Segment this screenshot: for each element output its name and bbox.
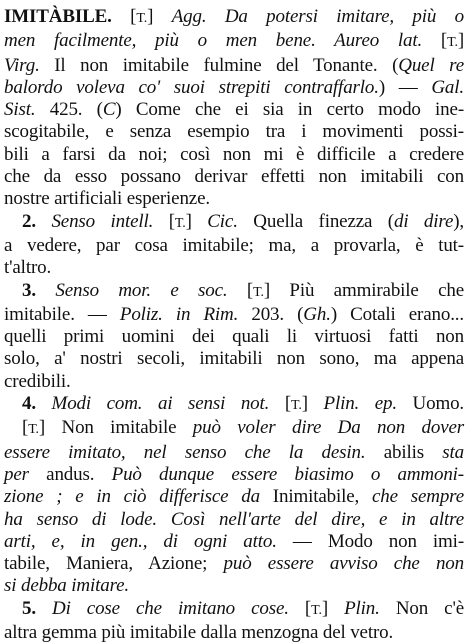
italic-text: Gal. (431, 76, 464, 98)
dictionary-entry (4, 6, 464, 644)
text-run: ] Non imitabile (38, 417, 193, 439)
italic-text: Modi com. ai sensi not. (51, 393, 270, 415)
italic-text: C (102, 99, 116, 121)
text-line (4, 622, 464, 644)
italic-text: Gh. (303, 303, 331, 325)
italic-text: Plin. ep. (323, 393, 397, 415)
text-line (4, 598, 464, 622)
entry-heading: 5. (22, 597, 36, 619)
italic-text: ha senso di lode. Così nell'arte del dire, e in altre (4, 508, 464, 530)
text-run: credibili. (4, 370, 71, 392)
tag-marker: T. (28, 422, 39, 438)
tag-marker: T. (447, 35, 458, 51)
text-line (4, 531, 464, 553)
text-run: ), (453, 210, 465, 232)
text-run: Uomo. (396, 393, 465, 415)
text-line (4, 166, 464, 188)
italic-text: Senso mor. e soc. (55, 279, 228, 301)
entry-heading: 3. (22, 279, 36, 301)
text-line (4, 235, 464, 257)
text-run: ] (457, 30, 465, 52)
tag-marker: T. (174, 215, 186, 231)
text-run: [ (22, 417, 29, 439)
italic-text: Sist. (4, 99, 36, 121)
text-run: [ (111, 6, 137, 27)
text-run: t'altro. (4, 257, 52, 279)
italic-text: Plin. (344, 597, 380, 619)
italic-text: Senso intell. (51, 210, 154, 232)
text-run: scogitabile, e senza esempio tra i movimenti possi- (4, 121, 464, 143)
text-line (4, 393, 464, 417)
italic-text: Virg. (4, 54, 40, 76)
italic-text: essere imitato, nel senso che la desin. (4, 441, 366, 463)
text-run: [ (153, 210, 175, 232)
text-line (4, 6, 464, 30)
text-run: ] (321, 597, 345, 619)
text-run: altra gemma più imitabile dalla menzogna del vetro. (4, 622, 394, 644)
text-run: andus. (28, 463, 112, 485)
text-run: ) Come che ei sia in certo modo ine- (115, 99, 464, 121)
text-run: imitabile. — (4, 303, 120, 325)
text-run: bili a farsi da noi; così non mi è difficile a credere (4, 143, 464, 165)
text-run: Il non imitabile fulmine del Tonante. ( (39, 54, 399, 76)
text-run (36, 393, 52, 414)
text-line (4, 144, 464, 166)
italic-text: men facilmente, più o men bene. Aureo lat. (4, 30, 423, 52)
text-run: [ (422, 30, 448, 52)
text-line (4, 121, 464, 143)
text-line (4, 257, 464, 279)
entry-heading: 2. (22, 210, 36, 232)
italic-text: si debba imitare. (4, 575, 129, 597)
italic-text: può essere avviso che non (223, 553, 464, 575)
text-line (4, 280, 464, 304)
text-run (36, 598, 52, 619)
text-run: a vedere, par cosa imitabile; ma, a provarla, è tut- (4, 234, 464, 256)
text-line (4, 442, 464, 464)
text-line (4, 464, 464, 486)
text-run: — Modo non imi- (276, 530, 464, 552)
italic-text: Può dunque essere biasimo o ammoni- (111, 463, 464, 485)
text-line (4, 30, 464, 54)
text-run: solo, a' nostri secoli, imitabili non sono, ma appena (4, 348, 464, 370)
text-line (4, 326, 464, 348)
text-run (36, 280, 55, 301)
italic-text: per (4, 463, 29, 485)
italic-text: Cic. (207, 210, 238, 232)
text-line (4, 575, 464, 597)
italic-text: Poliz. in Rim. (119, 303, 239, 325)
text-run: quelli primi uomini dei quali li virtuosi fatti non (4, 326, 464, 348)
text-line (4, 188, 464, 210)
entry-heading: 4. (22, 393, 36, 415)
tag-marker: T. (136, 11, 148, 26)
tag-marker: T. (253, 284, 264, 300)
text-run: ) Cotali erano... (330, 303, 464, 325)
italic-text: sta (442, 441, 465, 463)
text-run: tabile, Maniera, Azione; (4, 553, 224, 575)
text-run: 425. ( (35, 99, 103, 121)
text-run: [ (269, 393, 292, 415)
text-line (4, 99, 464, 121)
text-run: ) — (378, 76, 432, 98)
text-line (4, 553, 464, 575)
entry-heading: IMITÀBILE. (4, 6, 112, 27)
text-line (4, 211, 464, 235)
text-run: Non c'è (379, 597, 464, 619)
text-run: ] (301, 393, 324, 415)
text-run: abilis (365, 441, 443, 463)
italic-text: zione ; e in ciò differisce da (4, 486, 260, 508)
italic-text: balordo voleva co' suoi strepiti contraffarlo. (4, 76, 379, 98)
text-run: 203. ( (238, 303, 304, 325)
italic-text: di dire (393, 210, 454, 232)
text-run: ] Più ammirabile che (263, 279, 465, 301)
text-run: [ (288, 597, 312, 619)
text-run (36, 211, 51, 232)
italic-text: Di cose che imitano cose. (52, 597, 289, 619)
text-line (4, 417, 464, 441)
text-line (4, 371, 464, 393)
text-line (4, 55, 464, 77)
text-line (4, 348, 464, 370)
text-run: ] (147, 6, 172, 27)
text-run: [ (227, 279, 254, 301)
text-line (4, 486, 464, 508)
italic-text: Quel re (398, 54, 464, 76)
tag-marker: T. (311, 602, 322, 618)
text-run: Quella finezza ( (237, 210, 394, 232)
italic-text: arti, e, in gen., di ogni atto. (4, 530, 277, 552)
text-line (4, 304, 464, 326)
italic-text: può voler dire Da non dover (192, 417, 465, 439)
text-run: nostre artificiali esperienze. (4, 188, 210, 210)
text-run: Inimitabile, (259, 486, 372, 508)
italic-text: Agg. Da potersi imitare, più o (171, 6, 465, 27)
text-line (4, 77, 464, 99)
text-run: ] (185, 210, 208, 232)
tag-marker: T. (291, 398, 302, 414)
text-line (4, 509, 464, 531)
text-run: che da esso possano derivar effetti non imitabili con (4, 166, 464, 188)
italic-text: che sempre (371, 486, 464, 508)
